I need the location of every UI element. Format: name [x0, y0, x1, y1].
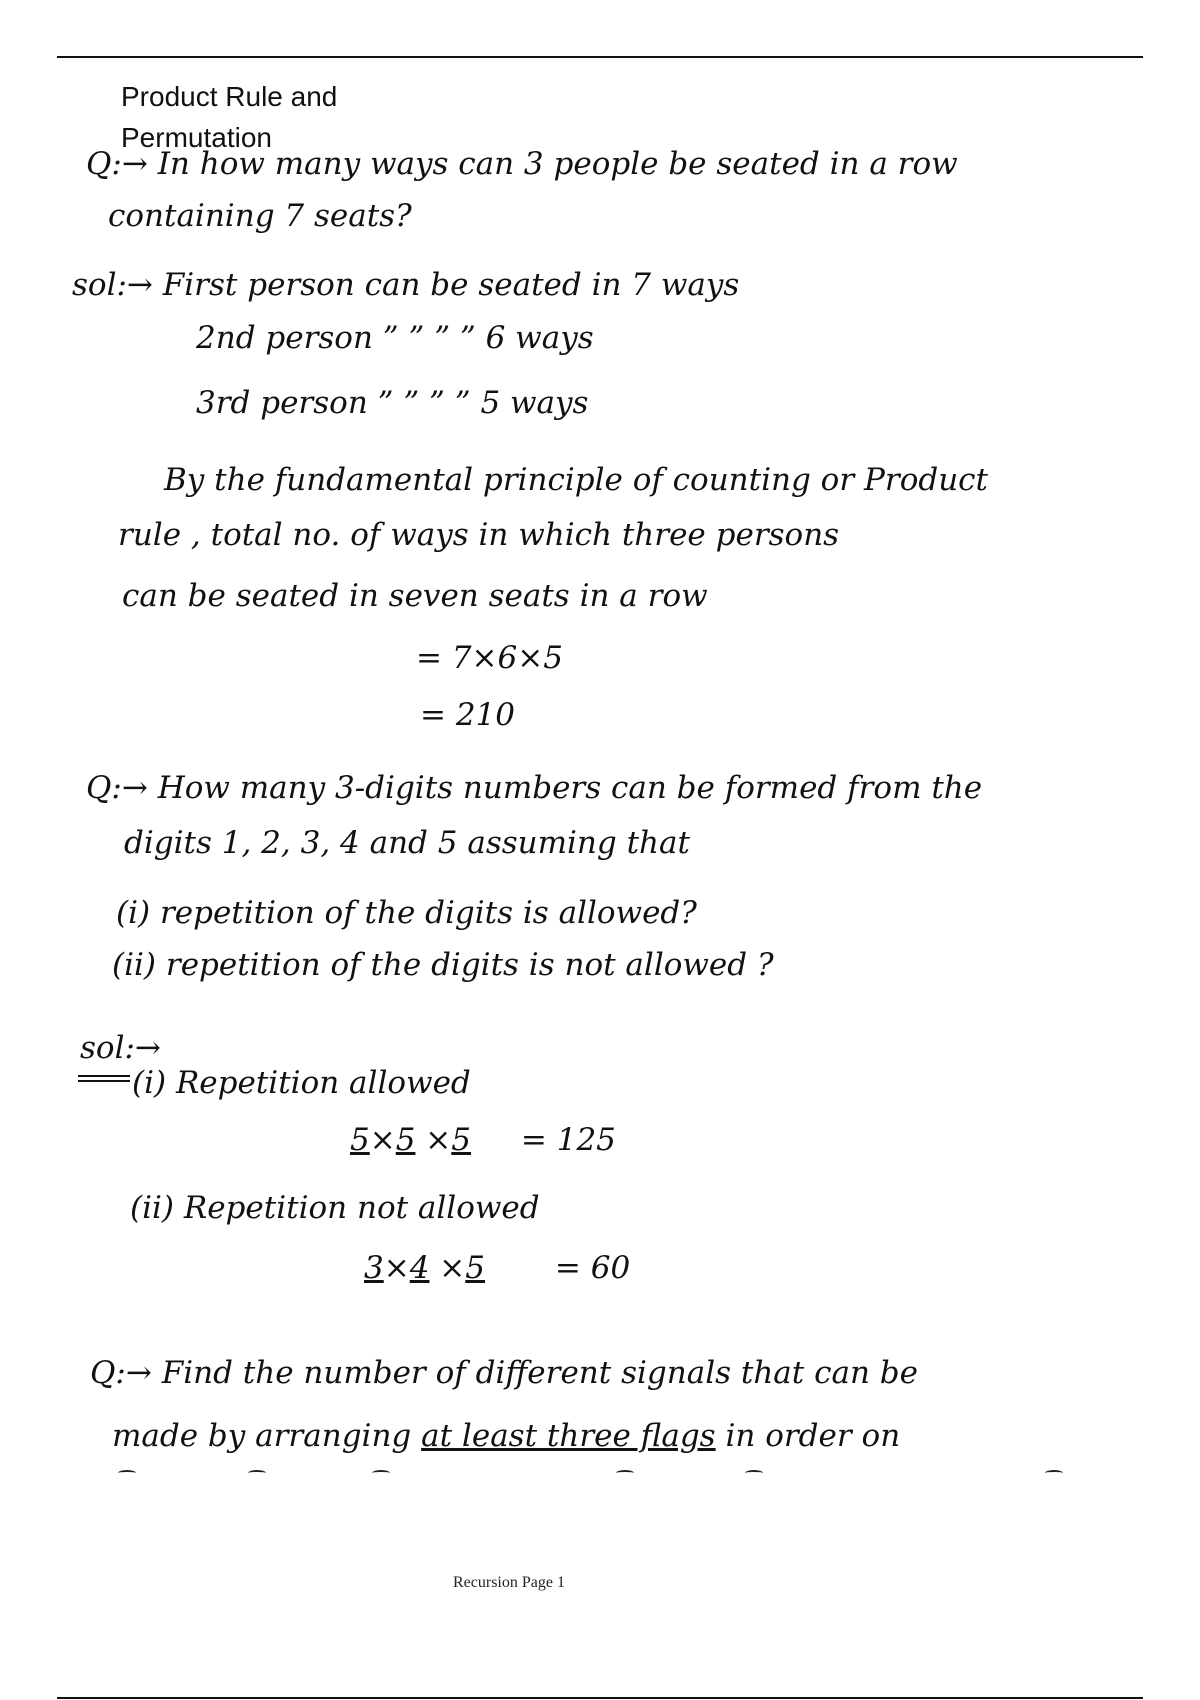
q2-question-line-2: digits 1, 2, 3, 4 and 5 assuming that [124, 825, 690, 861]
q2-question-line-1: Q:→ How many 3-digits numbers can be formed from the [86, 770, 983, 806]
q1-explanation-line-1: By the fundamental principle of counting or Product [164, 462, 988, 498]
q3-line-2-start: made by arranging [112, 1418, 412, 1454]
page-footer: Recursion Page 1 [453, 1574, 565, 1591]
q3-line-2-end: in order on [725, 1418, 901, 1454]
top-rule [57, 56, 1143, 58]
q2-answer-i-factor-1: 5 [350, 1122, 370, 1158]
q1-answer: = 210 [420, 697, 515, 733]
q1-explanation-line-3: can be seated in seven seats in a row [122, 578, 708, 614]
q2-answer-ii-label: (ii) Repetition not allowed [130, 1190, 540, 1226]
q2-part-ii: (ii) repetition of the digits is not allowed ? [112, 947, 774, 983]
q2-answer-i-factor-3: 5 [451, 1122, 472, 1158]
q1-solution-row-2: 2nd person ” ” ” ” 6 ways [196, 320, 594, 356]
q1-explanation-line-2: rule , total no. of ways in which three persons [118, 517, 840, 553]
page-title: Product Rule and Permutation [121, 81, 338, 153]
q3-line-2-underlined: at least three flags [421, 1418, 716, 1454]
q2-answer-ii-factor-1: 3 [364, 1250, 384, 1286]
q1-question-line-1: Q:→ In how many ways can 3 people be seated in a row [86, 146, 958, 182]
q2-part-i: (i) repetition of the digits is allowed? [116, 895, 697, 931]
q3-question-line-2 [112, 1418, 900, 1454]
q2-answer-ii-factor-2: 4 [409, 1250, 430, 1286]
double-underline [78, 1075, 130, 1082]
q2-answer-ii-calculation: 3×4 ×5 = 60 [364, 1250, 631, 1286]
q2-answer-i-calculation: 5×5 ×5 = 125 [350, 1122, 616, 1158]
q1-question-line-2: containing 7 seats? [108, 198, 412, 234]
q2-answer-ii-factor-3: 5 [465, 1250, 486, 1286]
q1-solution-row-1: sol:→ First person can be seated in 7 ways [72, 267, 740, 303]
q1-calculation: = 7×6×5 [416, 640, 563, 676]
q2-answer-i-result: = 125 [520, 1122, 616, 1158]
bottom-rule [57, 1697, 1143, 1699]
q2-answer-i-label: (i) Repetition allowed [132, 1065, 471, 1101]
q2-solution-label: sol:→ [80, 1030, 161, 1066]
q2-answer-i-factor-2: 5 [395, 1122, 416, 1158]
cut-off-handwriting [0, 1470, 1200, 1480]
q1-solution-row-3: 3rd person ” ” ” ” 5 ways [196, 385, 589, 421]
q3-question-line-1: Q:→ Find the number of different signals that can be [90, 1355, 918, 1391]
q2-answer-ii-result: = 60 [554, 1250, 631, 1286]
